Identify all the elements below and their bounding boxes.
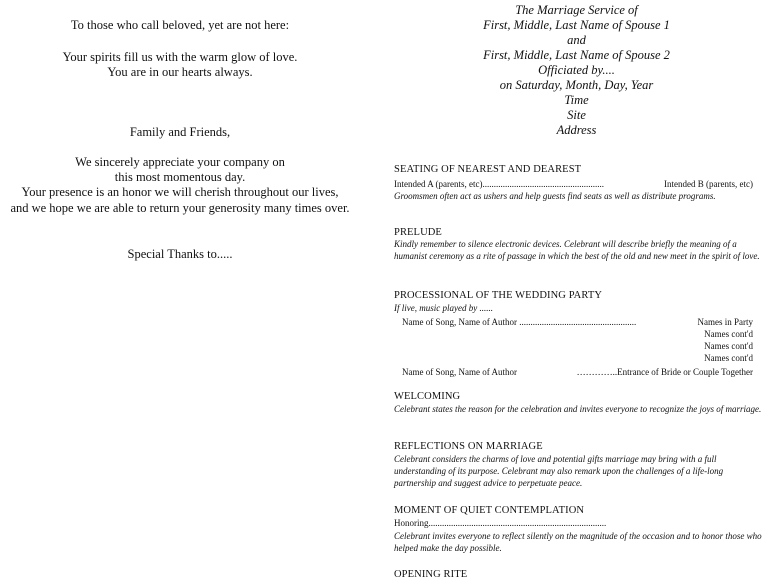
- seating-note: Groomsmen often act as ushers and help guests find seats as well as distribute programs.: [394, 191, 716, 201]
- time: Time: [564, 93, 589, 107]
- site: Site: [567, 108, 586, 122]
- processional-names-2: Names cont'd: [704, 329, 753, 339]
- processional-song-2: Name of Song, Name of Author: [402, 367, 517, 377]
- thanks-line: We sincerely appreciate your company on: [75, 155, 285, 169]
- officiant: Officiated by....: [538, 63, 615, 77]
- address: Address: [556, 123, 597, 137]
- section-prelude-title: PRELUDE: [394, 227, 442, 238]
- processional-song-1: Name of Song, Name of Author ....................................................: [402, 317, 637, 327]
- spouse-2-name: First, Middle, Last Name of Spouse 2: [483, 48, 670, 62]
- section-welcoming-title: WELCOMING: [394, 391, 461, 402]
- prelude-note: Kindly remember to silence electronic devices. Celebrant will describe briefly the meaning of a humanist ceremony as a rite of passage in which the best of the old and new meet in the spirit of love.: [394, 239, 760, 261]
- processional-entrance: …………..Entrance of Bride or Couple Together: [576, 367, 753, 377]
- section-quiet-title: MOMENT OF QUIET CONTEMPLATION: [394, 505, 585, 516]
- header-and: and: [567, 33, 586, 47]
- processional-names-1: Names in Party: [697, 317, 753, 327]
- processional-names-3: Names cont'd: [704, 341, 753, 351]
- program-title: The Marriage Service of: [515, 3, 638, 17]
- section-reflections-title: REFLECTIONS ON MARRIAGE: [394, 441, 543, 452]
- reflections-note: Celebrant considers the charms of love and potential gifts marriage may bring with a full understanding of its purpose. Celebrant may also remark upon the challenges of a life-long partnership and suggest advice to perpetuate peace.: [394, 454, 724, 488]
- processional-note: If live, music played by ......: [394, 303, 493, 313]
- thanks-heading: Family and Friends,: [129, 125, 231, 139]
- dedication-line: Your spirits fill us with the warm glow of love.: [62, 50, 298, 64]
- section-seating-title: SEATING OF NEAREST AND DEAREST: [394, 164, 582, 175]
- thanks-line: this most momentous day.: [114, 170, 246, 184]
- thanks-line: Your presence is an honor we will cherish throughout our lives,: [21, 185, 339, 199]
- seating-row-right: Intended B (parents, etc): [664, 179, 753, 189]
- quiet-note: Celebrant invites everyone to reflect silently on the magnitude of the occasion and to honor those who helped make the day possible.: [394, 531, 762, 553]
- seating-row-left: Intended A (parents, etc)......................................................: [394, 179, 604, 189]
- honoring-line: Honoring...............................................................................: [394, 518, 607, 528]
- spouse-1-name: First, Middle, Last Name of Spouse 1: [483, 18, 670, 32]
- dedication-line: To those who call beloved, yet are not here:: [70, 18, 290, 32]
- special-thanks: Special Thanks to.....: [127, 247, 233, 261]
- welcoming-note: Celebrant states the reason for the celebration and invites everyone to recognize the joys of marriage.: [394, 404, 762, 414]
- date: on Saturday, Month, Day, Year: [499, 78, 654, 92]
- processional-names-4: Names cont'd: [704, 353, 753, 363]
- section-opening-title: OPENING RITE: [394, 569, 468, 580]
- section-processional-title: PROCESSIONAL OF THE WEDDING PARTY: [394, 290, 603, 301]
- thanks-line: and we hope we are able to return your generosity many times over.: [10, 201, 350, 215]
- dedication-line: You are in our hearts always.: [107, 65, 253, 79]
